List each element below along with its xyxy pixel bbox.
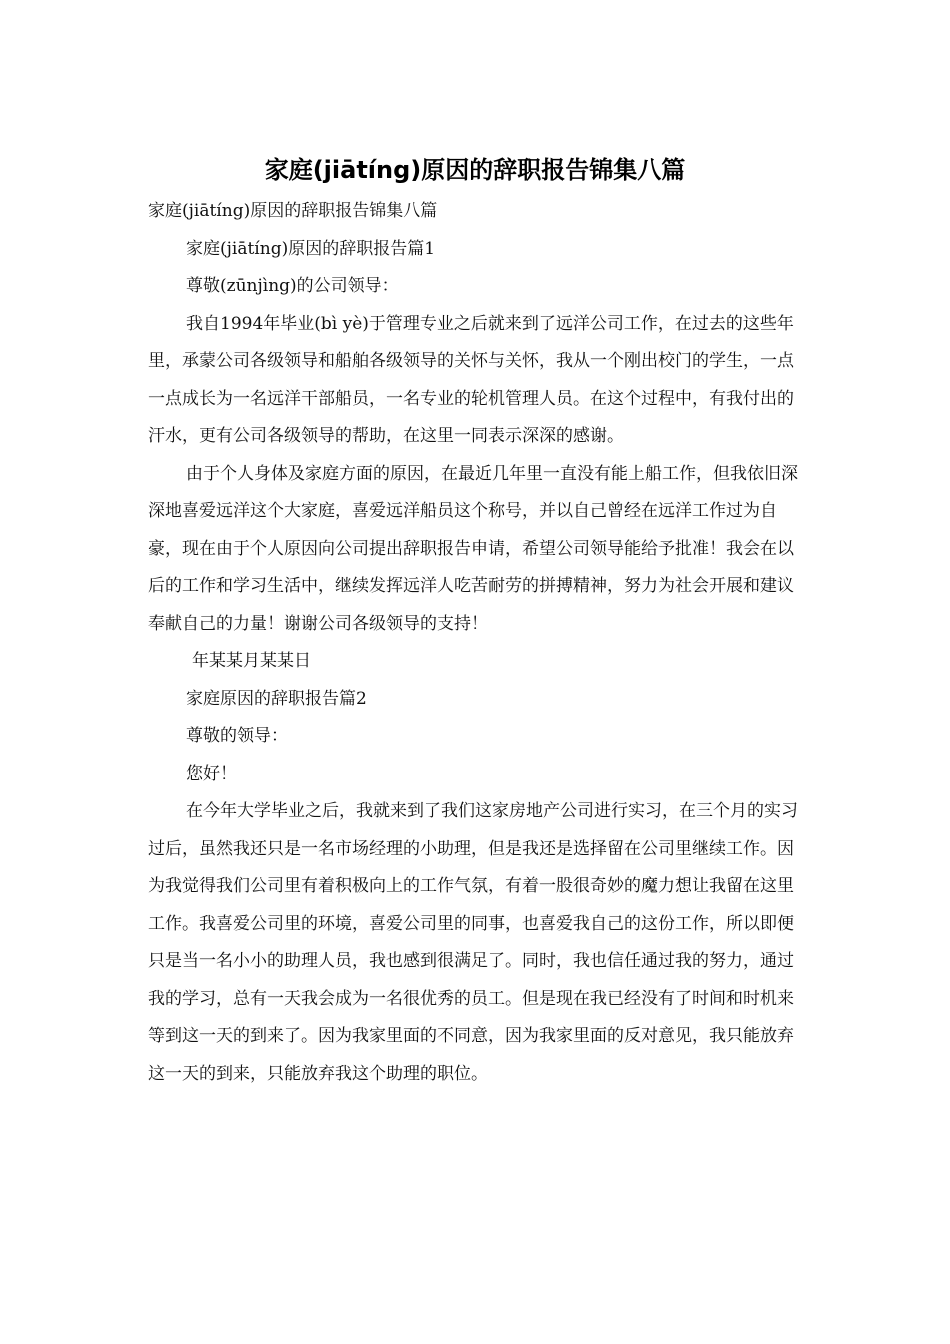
paragraph: 在今年大学毕业之后，我就来到了我们这家房地产公司进行实习，在三个月的实习过后，虽然我还只是一名市场经理的小助理，但是我还是选择留在公司里继续工作。因为我觉得我们公司里有着积极向上的工作气氛，有着一股很奇妙的魔力想让我留在这里工作。我喜爱公司里的环境，喜爱公司里的同事，也喜爱我自己的这份工作，所以即便只是当一名小小的助理人员，我也感到很满足了。同时，我也信任通过我的努力，通过我的学习，总有一天我会成为一名很优秀的员工。但是现在我已经没有了时间和时机来等到这一天的到来了。因为我家里面的不同意，因为我家里面的反对意见，我只能放弃这一天的到来，只能放弃我这个助理的职位。 bbox=[148, 801, 798, 1084]
salutation: 尊敬(zūnjìng)的公司领导： bbox=[186, 276, 399, 296]
paragraph: 我自1994年毕业(bì yè)于管理专业之后就来到了远洋公司工作，在过去的这些年里，承蒙公司各级领导和船舶各级领导的关怀与关怀，我从一个刚出校门的学生，一点一点成长为一名远洋干部船员，一名专业的轮机管理人员。在这个过程中，有我付出的汗水，更有公司各级领导的帮助，在这里一同表示深深的感谢。 bbox=[148, 313, 794, 446]
salutation: 尊敬的领导： bbox=[186, 726, 288, 746]
document-body bbox=[148, 193, 800, 1093]
document-title: 家庭(jiātíng)原因的辞职报告锦集八篇 bbox=[264, 156, 686, 184]
date-line: 年某某月某某日 bbox=[192, 651, 311, 671]
paragraph: 由于个人身体及家庭方面的原因，在最近几年里一直没有能上船工作，但我依旧深深地喜爱远洋这个大家庭，喜爱远洋船员这个称号，并以自己曾经在远洋工作过为自豪，现在由于个人原因向公司提出辞职报告申请，希望公司领导能给予批准！我会在以后的工作和学习生活中，继续发挥远洋人吃苦耐劳的拼搏精神，努力为社会开展和建议奉献自己的力量！谢谢公司各级领导的支持！ bbox=[148, 463, 798, 634]
paragraph: 家庭(jiātíng)原因的辞职报告篇1 bbox=[186, 238, 436, 259]
paragraph: 家庭原因的辞职报告篇2 bbox=[186, 688, 367, 709]
paragraph: 家庭(jiātíng)原因的辞职报告锦集八篇 bbox=[148, 201, 438, 221]
greeting: 您好！ bbox=[186, 763, 237, 784]
